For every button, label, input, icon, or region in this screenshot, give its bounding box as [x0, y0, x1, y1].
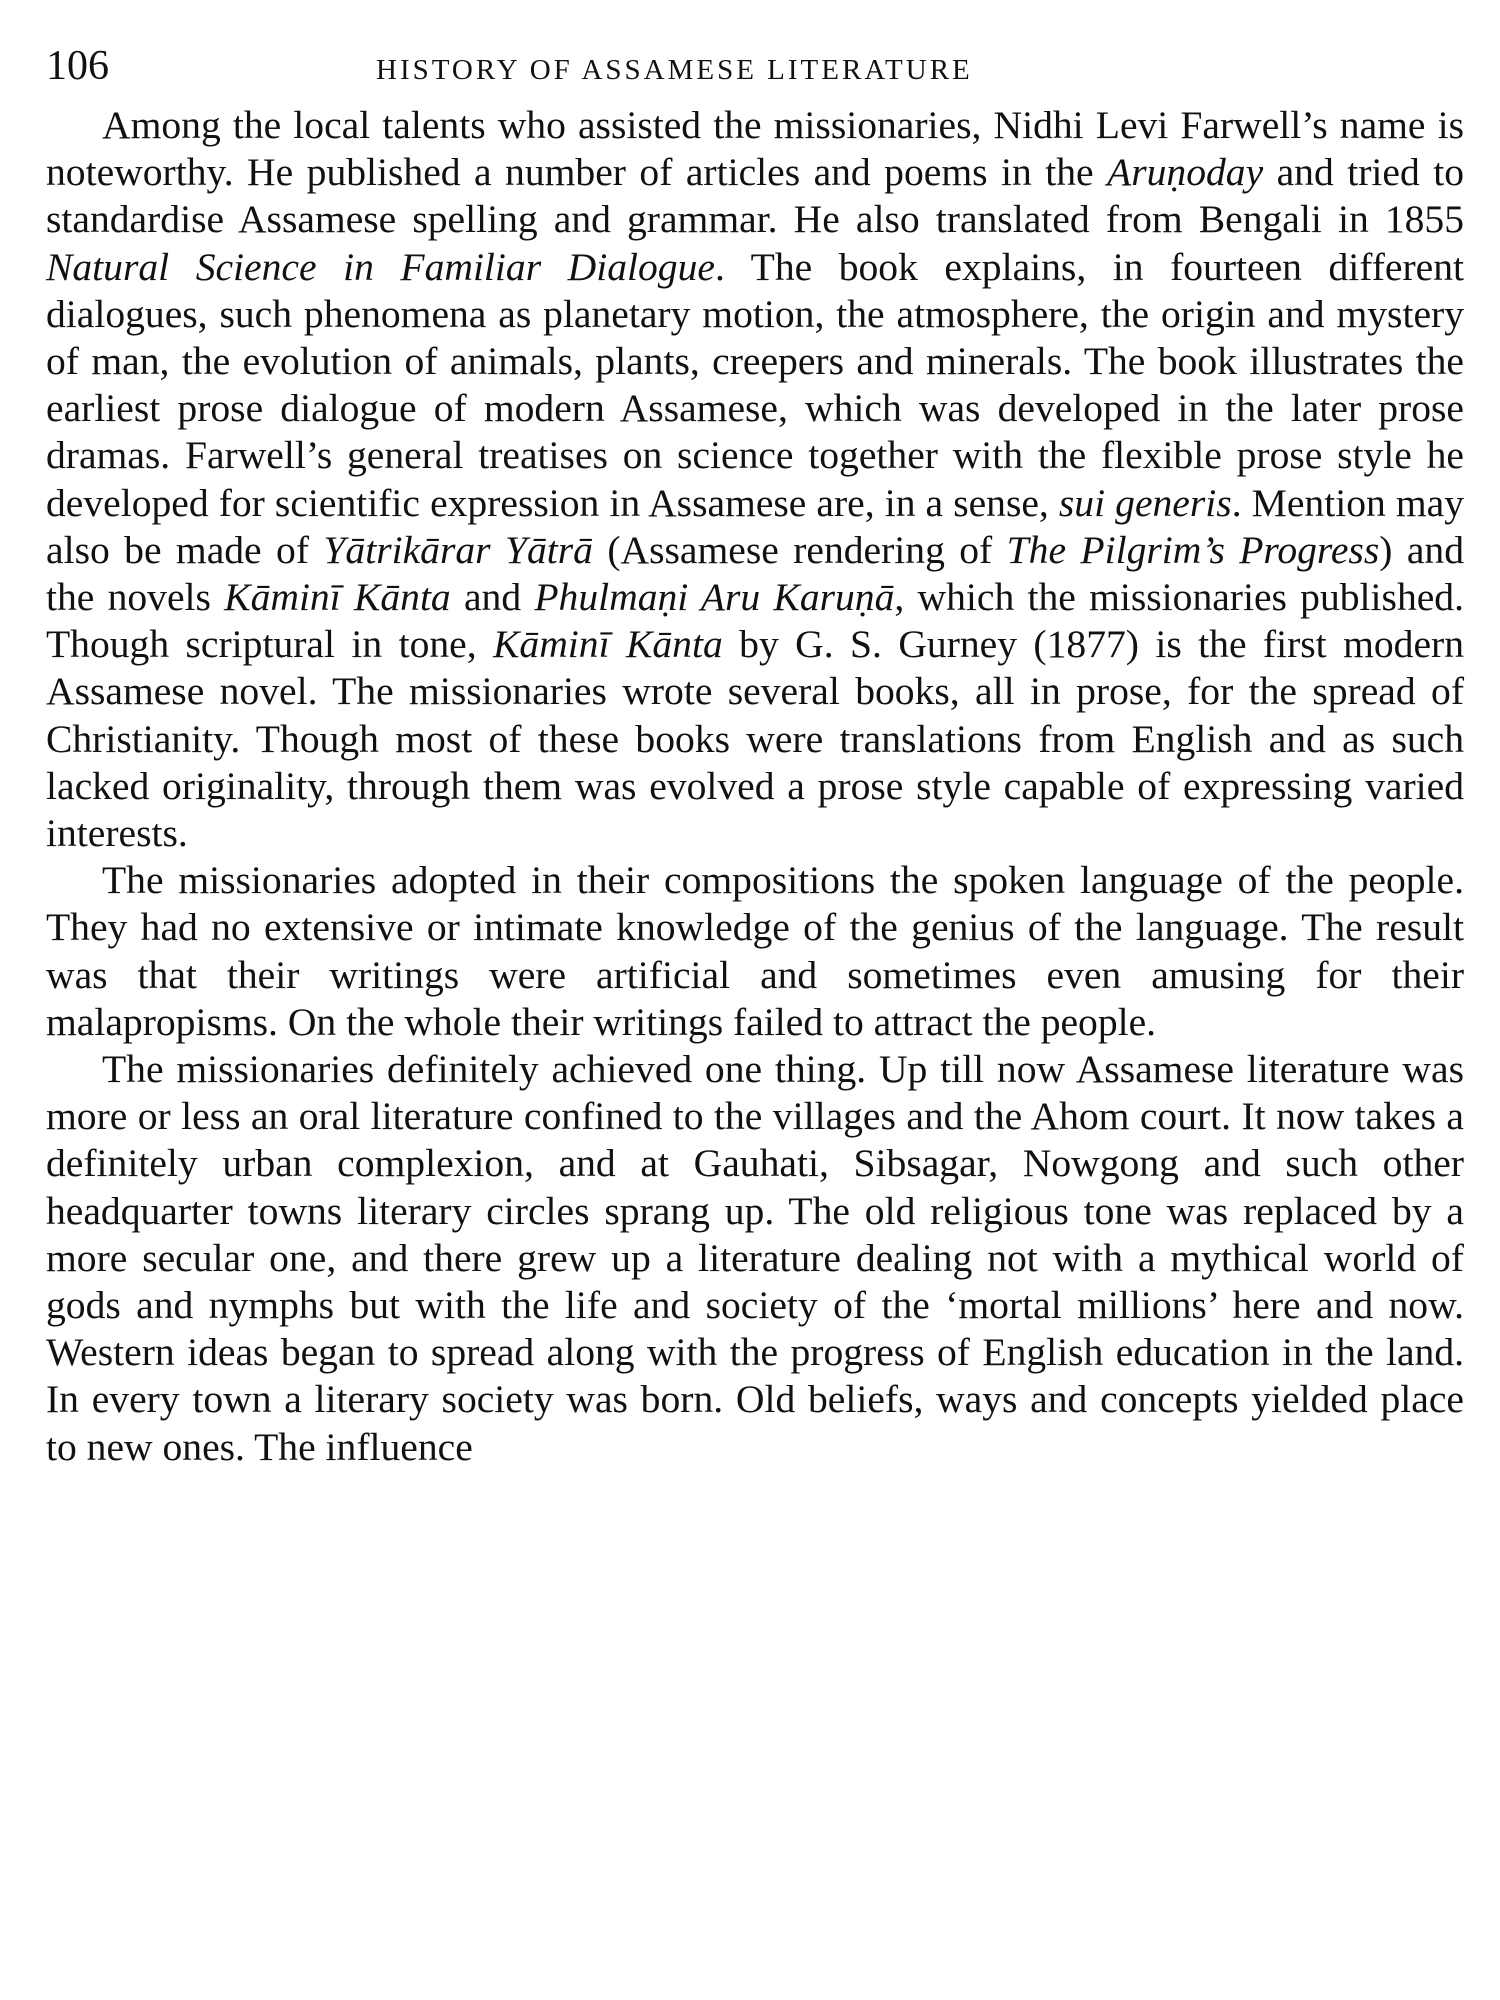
paragraph-text: The missionaries definitely achieved one thing. Up till now Assamese literature was more or less an oral literature confined to the villages and the Ahom court. It now takes a definitely urban complexion, and at Gauhati, Sibsagar, Nowgong and such other headquarter towns literary circles sprang up. The old religious tone was replaced by a more secular one, and there grew up a literature dealing not with a mythical world of gods and nymphs but with the life and society of the ‘mortal millions’ here and now. Western ideas began to spread along with the progress of English education in the land. In every town a literary society was born. Old beliefs, ways and concepts yielded place to new ones. The influence: [46, 1047, 1464, 1469]
paragraph-achievement: [46, 1046, 1464, 1471]
italic-title-text: Phulmaṇi Aru Karuṇā: [534, 575, 895, 620]
paragraph-text: (Assamese rendering of: [592, 527, 1007, 572]
italic-title-text: Kāminī Kānta: [493, 622, 723, 667]
paragraph-text: . The book explains, in fourteen different dialogues, such phenomena as planetary motion, the atmosphere, the origin and mystery of man, the evolution of animals, plants, creepers and minerals. The book illustrates the earliest prose dialogue of modern Assamese, which was developed in the later prose dramas. Farwell’s general treatises on science together with the flexible prose style he developed for scientific expression in Assamese are, in a sense,: [46, 244, 1464, 525]
italic-title-text: Kāminī Kānta: [224, 575, 451, 620]
paragraph-text: The missionaries adopted in their compositions the spoken language of the people. They had no extensive or intimate knowledge of the genius of the language. The result was that their writings were artificial and sometimes even amusing for their malapropisms. On the whole their writings failed to attract the people.: [46, 858, 1464, 1044]
paragraph-text: and: [450, 575, 535, 620]
italic-title-text: sui generis: [1058, 480, 1232, 525]
page-number: 106: [46, 43, 109, 89]
body-text: [46, 102, 1464, 1471]
italic-title-text: The Pilgrim’s Progress: [1006, 527, 1380, 572]
paragraph-text: and tried to standardise Assamese spelling and grammar. He also translated from Bengali in 1855: [46, 150, 1464, 242]
paragraph-farwell: [46, 102, 1464, 857]
italic-title-text: Yātrikārar Yātrā: [323, 527, 593, 572]
running-head: [46, 38, 1464, 94]
paragraph-text: . Mention may also be made of: [46, 480, 1464, 572]
paragraph-text: Among the local talents who assisted the missionaries, Nidhi Levi Farwell’s name is noteworthy. He published a number of articles and poems in the: [46, 103, 1464, 195]
running-title: HISTORY OF ASSAMESE LITERATURE: [376, 54, 973, 86]
paragraph-text: ) and the novels: [46, 527, 1464, 620]
paragraph-text: by G. S. Gurney (1877) is the first modern Assamese novel. The missionaries wrote several books, all in prose, for the spread of Christianity. Though most of these books were translations from English and as such lacked originality, through them was evolved a prose style capable of expressing varied interests.: [46, 622, 1464, 856]
italic-title-text: Aruṇoday: [1107, 150, 1264, 195]
italic-title-text: Natural Science in Familiar Dialogue: [46, 244, 715, 289]
paragraph-spoken-language: [46, 857, 1464, 1046]
paragraph-text: , which the missionaries published. Though scriptural in tone,: [46, 575, 1464, 667]
